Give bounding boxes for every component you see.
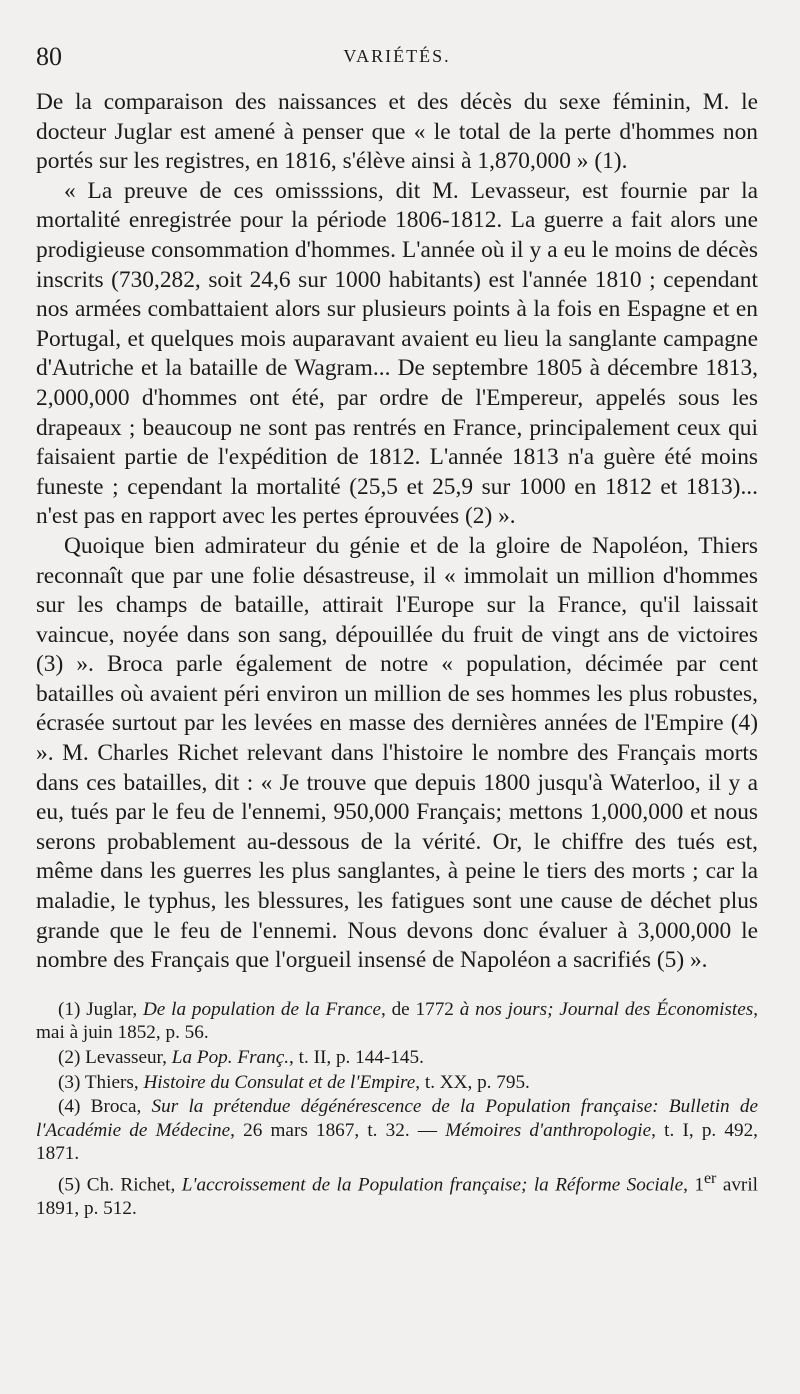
footnote-title: De la population de la France [142, 998, 381, 1020]
footnote-text: , 26 mars 1867, t. 32. — [230, 1119, 446, 1141]
footnote-text: , 1 [683, 1174, 704, 1196]
paragraph: De la comparaison des naissances et des décès du sexe féminin, M. le docteur Juglar est amené à penser que « le total de la perte d'hommes non portés sur les registres, en 1816, s'élève ainsi à 1,870,000 » (1). [36, 89, 758, 175]
footnote-text: avril 1891, p. 512. [36, 1174, 758, 1219]
footnote-title: La Pop. Franç. [171, 1047, 290, 1068]
body-text [36, 88, 758, 976]
footnote [36, 1095, 758, 1166]
footnote-number: (5) Ch. Richet, [58, 1174, 182, 1196]
footnote-number: (1) Juglar, [58, 998, 143, 1020]
footnote-number: (3) Thiers, [58, 1071, 144, 1093]
footnote-superscript: er [703, 1169, 717, 1187]
running-head: VARIÉTÉS. [343, 46, 451, 66]
footnote-title: à nos jours; Journal des Économistes [459, 998, 754, 1020]
paragraph: Quoique bien admirateur du génie et de la gloire de Napoléon, Thiers reconnaît que par une folie désastreuse, il « immolait un million d'hommes sur les champs de bataille, attirait l'Europe sur la France, qu'il laissait vaincue, noyée dans son sang, dépouillée du fruit de vingt ans de victoires (3) ». Broca parle également de notre « population, décimée par cent batailles où avaient péri environ un million de ses hommes les plus robustes, écrasée surtout par les levées en masse des dernières années de l'Empire (4) ». M. Charles Richet relevant dans l'histoire le nombre des Français morts dans ces batailles, dit : « Je trouve que depuis 1800 jusqu'à Waterloo, il y a eu, tués par le feu de l'ennemi, 950,000 Français; mettons 1,000,000 et nous serons probablement au-dessous de la vérité. Or, le chiffre des tués est, même dans les guerres les plus sanglantes, à peine le tiers des morts ; car la maladie, le typhus, les blessures, les fatigues sont une cause de déchet plus grande que le feu de l'ennemi. Nous devons donc évaluer à 3,000,000 le nombre des Français que l'orgueil insensé de Napoléon a sacrifiés (5) ». [36, 532, 758, 974]
page-header [36, 40, 758, 88]
footnote-text: , de 1772 [380, 998, 460, 1020]
footnote [36, 1046, 758, 1070]
footnote [36, 998, 758, 1045]
footnote-text: , t. XX, p. 795. [415, 1071, 530, 1093]
footnote [36, 1071, 758, 1095]
footnote-text: , mai à juin 1852, p. 56. [36, 998, 758, 1044]
footnotes [36, 998, 758, 1221]
footnote-title: Histoire du Consulat et de l'Empire [143, 1071, 416, 1093]
footnote-number: (4) Broca, [58, 1096, 152, 1118]
footnote-title: Sur la prétendue dégénérescence de la Population française: Bulletin de l'Académie de Médecine [36, 1096, 759, 1141]
page-number: 80 [36, 42, 62, 71]
footnote-title: L'accroissement de la Population française; la Réforme Sociale [181, 1174, 684, 1196]
footnote-text: , t. I, p. 492, 1871. [36, 1119, 758, 1165]
paragraph: « La preuve de ces omisssions, dit M. Levasseur, est fournie par la mortalité enregistrée pour la période 1806-1812. La guerre a fait alors une prodigieuse consommation d'hommes. L'année où il y a eu le moins de décès inscrits (730,282, soit 24,6 sur 1000 habitants) est l'année 1810 ; cependant nos armées combattaient alors sur plusieurs points à la fois en Espagne et en Portugal, et quelques mois auparavant avaient eu lieu la sanglante campagne d'Autriche et la bataille de Wagram... De septembre 1805 à décembre 1813, 2,000,000 d'hommes ont été, par ordre de l'Empereur, appelés sous les drapeaux ; beaucoup ne sont pas rentrés en France, principalement ceux qui faisaient partie de l'expédition de 1812. L'année 1813 n'a guère été moins funeste ; cependant la mortalité (25,5 et 25,9 sur 1000 en 1812 et 1813)... n'est pas en rapport avec les pertes éprouvées (2) ». [36, 177, 758, 530]
footnote-title: Mémoires d'anthropologie [445, 1119, 652, 1141]
footnote [36, 1167, 758, 1221]
footnote-number: (2) Levasseur, [58, 1047, 172, 1068]
footnote-text: , t. II, p. 144-145. [289, 1047, 424, 1068]
